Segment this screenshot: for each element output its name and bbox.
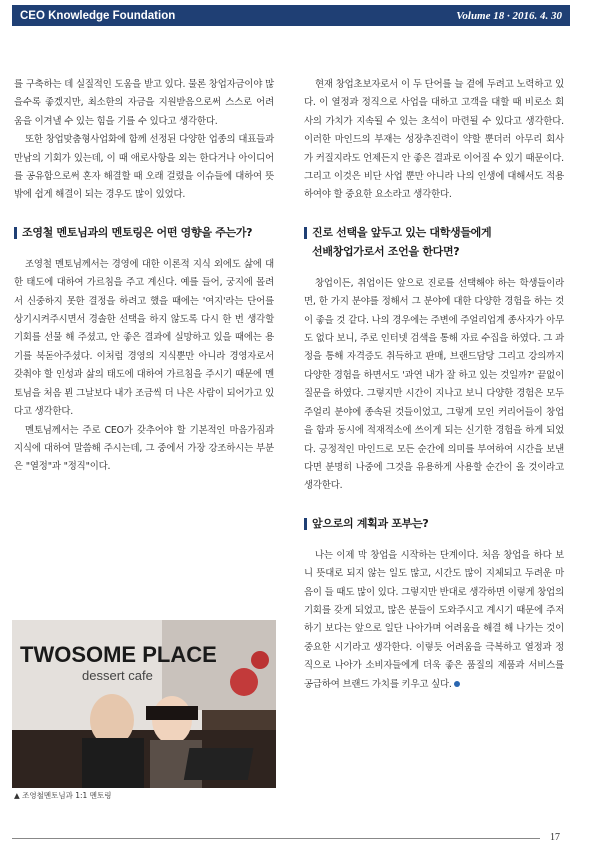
heading-text-line1: 진로 선택을 앞두고 있는 대학생들에게 — [312, 225, 492, 239]
section-heading-advice — [304, 223, 564, 261]
page-number: 17 — [550, 832, 560, 843]
right-column — [304, 76, 564, 694]
section-heading-mentoring — [14, 223, 274, 242]
left-paragraph-2: 또한 창업맞춤형사업화에 함께 선정된 다양한 업종의 대표들과 만남의 기회가 있는데, 이 때 애로사항을 외는 한다거나 아이디어를 공유함으로써 혼자 해결할 때 오래 걸렸을 이슈들에 대하여 뜻밖에 쉽게 해결이 되는 경우도 많이 있었다. — [14, 134, 274, 201]
right-paragraph-2: 창업이든, 취업이든 앞으로 진로를 선택해야 하는 학생들이라면, 한 가지 분야를 정해서 그 분야에 대한 다양한 경험을 하는 것이 좋을 것 같다. 나의 경우에는 주변에 주얼리업계 종사자가 아무도 없다 보니, 주로 인터넷 검색을 통해 자료 수집을 하였다. 그 과정을 통해 자격증도 취득하고 판매, 브랜드담당 그리고 강의까지 다양한 경험을 하면서도 '과연 내가 잘 하고 있는 것일까?' 끝없이 질문을 하였다. 그렇지만 시간이 지나고 보니 다양한 경험은 모두 주얼리 분야에 종속된 것들이었고, 그렇게 모인 커리어들이 창업을 함과 동시에 적재적소에 쓰이게 되는 신기한 경험을 하게 되었다. 긍정적인 마인드로 모든 순간에 의미를 부여하여 시간을 보낸다면 분명히 나중에 그것을 유용하게 사용할 순간이 올 것이라고 생각한다. — [304, 277, 564, 492]
section-heading-plans — [304, 514, 564, 533]
right-paragraph-1: 현재 창업초보자로서 이 두 단어를 늘 곁에 두려고 노력하고 있다. 이 열정과 정직으로 사업을 대하고 고객을 대할 때 비로소 회사의 가치가 지속될 수 있는 초석이 마련될 수 있다고 생각한다. 이러한 마인드의 부재는 성장추진력이 약할 뿐더러 아무리 회사가 커질지라도 언제든지 안 좋은 결과로 이어질 수 있기 때문이다. 그리고 이것은 비단 사업 뿐만 아니라 나의 인생에 대해서도 적용하여야 할 중요한 요소라고 생각한다. — [304, 79, 564, 201]
heading-bar — [14, 227, 17, 239]
left-column — [14, 76, 274, 477]
mentoring-photo — [12, 620, 276, 788]
publisher-name: CEO Knowledge Foundation — [20, 9, 176, 22]
heading-text: 조영철 멘토님과의 멘토링은 어떤 영향을 주는가? — [22, 225, 253, 239]
heading-text: 앞으로의 계획과 포부는? — [312, 516, 429, 530]
left-paragraph-3: 조영철 멘토님께서는 경영에 대한 이론적 지식 외에도 삶에 대한 태도에 대하여 가르침을 주고 계신다. 예를 들어, 궁지에 몰려서 신중하지 못한 결정을 하려고 했을 때에는 '여지'라는 단어를 상기시켜주시면서 경솔한 선택을 하지 않도록 다시 한 번 생각할 기회를 선물 해 주셨고, 안 좋은 결과에 실망하고 있을 때에는 용기를 북돋아주셨다. 이처럼 경영의 지식뿐만 아니라 경영자로서 갖춰야 할 인성과 삶의 태도에 대하여 가르침을 주시기 때문에 멘토님을 처음 뵌 그날보다 내가 조금씩 더 나은 사람이 되어가고 있다고 생각한다. — [14, 258, 274, 418]
end-mark-icon — [454, 681, 460, 687]
heading-bar — [304, 518, 307, 530]
page-header — [12, 5, 570, 26]
photo-illustration — [12, 620, 276, 788]
left-paragraph-4: 멘토님께서는 주로 CEO가 갖추어야 할 기본적인 마음가짐과 지식에 대하여 말씀해 주시는데, 그 중에서 가장 강조하시는 부분은 "열정"과 "정직"이다. — [14, 424, 274, 473]
right-paragraph-3-text: 나는 이제 막 창업을 시작하는 단계이다. 처음 창업을 하다 보니 뜻대로 되지 않는 일도 많고, 시간도 많이 지체되고 두려운 마음이 들 때도 많이 있다. 그렇지만 반대로 생각하면 이렇게 창업의 기회를 갖게 되었고, 많은 분들이 도와주시고 계시기 때문에 주저하기 보다는 앞으로 일단 나아가며 어려움을 해결 해 나가는 것이 중요한 시기라고 생각한다. 이렇듯 어려움을 극복하고 열정과 정직으로 나아가 소비자들에게 더욱 좋은 품질의 제품과 서비스를 공급하여 브랜드 가치를 키우고 싶다. — [304, 549, 564, 690]
sign-text-2: dessert cafe — [82, 668, 153, 683]
footer-divider — [12, 838, 540, 839]
photo-caption: ▲ 조영철멘토님과 1:1 멘토링 — [14, 791, 112, 800]
heading-text-line2: 선배창업가로서 조언을 한다면? — [312, 244, 460, 258]
left-paragraph-1: 를 구축하는 데 실질적인 도움을 받고 있다. 물론 창업자금이야 많을수록 좋겠지만, 최소한의 자금을 지원받음으로써 스스로 어려움을 이겨낼 수 있는 힘을 기를 수 있다고 생각한다. — [14, 79, 274, 127]
sign-text-1: TWOSOME PLACE — [20, 642, 217, 667]
volume-date: Volume 18 · 2016. 4. 30 — [456, 9, 562, 22]
right-paragraph-3 — [304, 547, 564, 694]
heading-bar — [304, 227, 307, 239]
